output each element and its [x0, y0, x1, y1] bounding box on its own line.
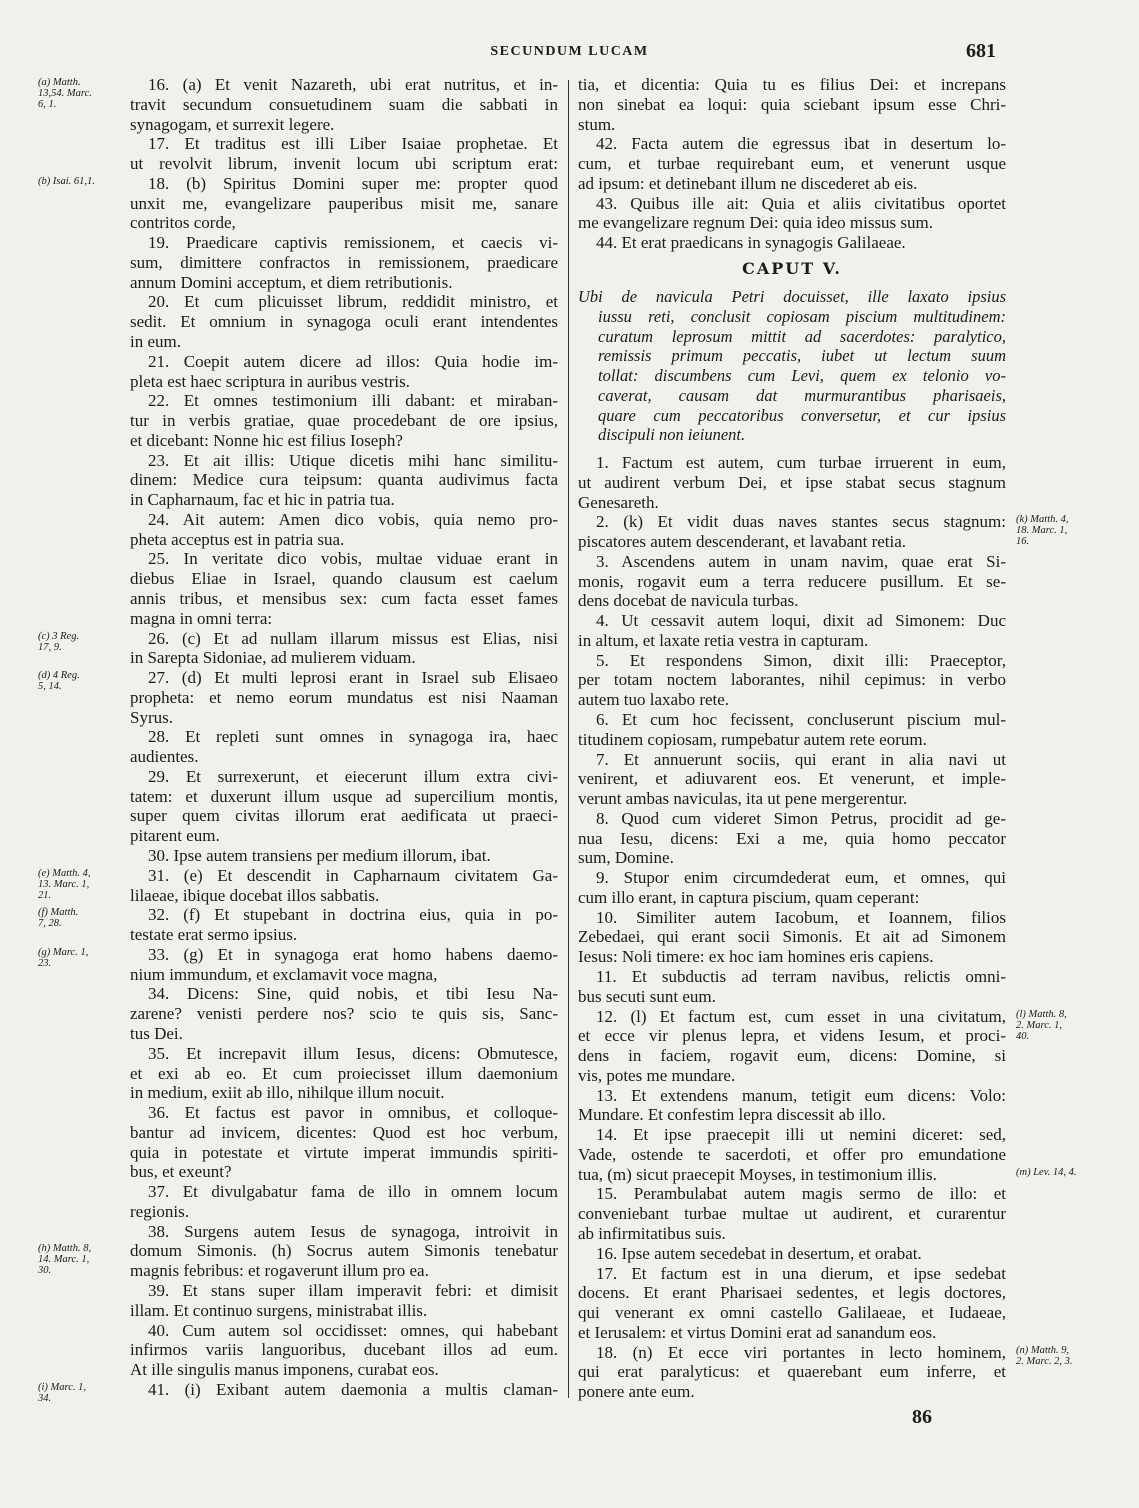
chapter-summary-line: discipuli non ieiunent. — [598, 425, 746, 445]
chapter-summary-line: tollat: discumbens cum Levi, quem ex telonio vo- — [598, 366, 1006, 386]
text-line: ut audirent verbum Dei, et ipse stabat secus stagnum — [578, 472, 1006, 492]
text-line: me evangelizare regnum Dei: quia ideo missus sum. — [578, 213, 934, 233]
text-line: 35. Et increpavit illum Iesus, dicens: Obmutesce, — [148, 1043, 558, 1063]
text-line: 8. Quod cum videret Simon Petrus, procidit ad ge- — [596, 808, 1006, 828]
text-line: quia in potestate et virtute imperat immundis spiriti- — [130, 1142, 558, 1162]
margin-reference: (f) Matth. 7, 28. — [38, 907, 79, 930]
text-line: in altum, et laxate retia vestra in capturam. — [578, 630, 869, 650]
text-line: 30. Ipse autem transiens per medium illorum, ibat. — [148, 846, 491, 866]
text-line: nium immundum, et exclamavit voce magna, — [130, 964, 438, 984]
text-line: per totam noctem laborantes, nihil cepimus: in verbo — [578, 670, 1006, 690]
text-line: cum, et turbae requirebant eum, et venerunt usque — [578, 154, 1006, 174]
text-line: synagogam, et surrexit legere. — [130, 114, 335, 134]
chapter-heading: CAPUT V. — [742, 259, 842, 278]
text-line: 6. Et cum hoc fecissent, concluserunt piscium mul- — [596, 710, 1006, 729]
text-line: Syrus. — [130, 707, 173, 727]
margin-reference: (b) Isai. 61,1. — [38, 175, 95, 187]
text-line: cum illo erant, in captura piscium, quam ceperant: — [578, 887, 920, 907]
text-line: At ille singulis manus imponens, curabat eos. — [130, 1360, 439, 1380]
text-line: tua, (m) sicut praecepit Moyses, in testimonium illis. — [578, 1164, 937, 1184]
text-line: bantur ad invicem, dicentes: Quod est hoc verbum, — [130, 1122, 558, 1142]
text-line: travit secundum consuetudinem suam die sabbati in — [130, 94, 558, 114]
text-line: Genesareth. — [578, 492, 659, 512]
text-line: stum. — [578, 114, 616, 134]
text-line: 5. Et respondens Simon, dixit illi: Praeceptor, — [596, 650, 1006, 670]
text-line: magnis febribus: et rogaverunt illum pro ea. — [130, 1261, 429, 1281]
chapter-summary-line: iussu reti, conclusit copiosam piscium multitudinem: — [598, 306, 1006, 326]
margin-reference: (d) 4 Reg. 5, 14. — [38, 670, 80, 693]
text-line: dens in faciem, rogavit eum, dicens: Domine, si — [578, 1046, 1006, 1066]
text-line: 19. Praedicare captivis remissionem, et caecis vi- — [148, 233, 558, 253]
text-line: unxit me, evangelizare pauperibus misit me, sanare — [130, 193, 558, 213]
chapter-summary-line: Ubi de navicula Petri docuisset, ille laxato ipsius — [578, 287, 1006, 306]
text-line: sum, dimittere confractos in remissionem, praedicare — [130, 252, 558, 272]
margin-reference: (l) Matth. 8, 2. Marc. 1, 40. — [1016, 1008, 1067, 1042]
text-line: sum, Domine. — [578, 848, 674, 868]
text-line: 14. Et ipse praecepit illi ut nemini diceret: sed, — [596, 1125, 1006, 1145]
margin-reference: (a) Matth. 13,54. Marc. 6, 1. — [38, 77, 92, 110]
text-line: 27. (d) Et multi leprosi erant in Israel sub Elisaeo — [148, 668, 558, 688]
text-line: annis tribus, et mensibus sex: cum facta esset fames — [130, 589, 558, 609]
text-line: 28. Et repleti sunt omnes in synagoga ira, haec — [148, 727, 558, 747]
text-line: piscatores autem descenderant, et lavabant retia. — [578, 532, 907, 552]
text-line: venirent, et adiuvarent eos. Et venerunt, et imple- — [578, 769, 1006, 789]
text-line: Iesus: Noli timere: ex hoc iam homines eris capiens. — [578, 947, 934, 967]
text-line: tus Dei. — [130, 1023, 183, 1043]
margin-reference: (n) Matth. 9, 2. Marc. 2, 3. — [1016, 1344, 1073, 1367]
text-line: 18. (n) Et ecce viri portantes in lecto hominem, — [596, 1342, 1006, 1362]
text-line: super quem civitas illorum erat aedificata ut praeci- — [130, 806, 558, 826]
text-line: 43. Quibus ille ait: Quia et aliis civitatibus oportet — [596, 193, 1006, 213]
text-line: pitarent eum. — [130, 826, 220, 846]
text-line: 32. (f) Et stupebant in doctrina eius, quia in po- — [148, 905, 558, 925]
text-line: et ecce vir plenus lepra, et videns Iesum, et proci- — [578, 1026, 1006, 1046]
margin-reference: (e) Matth. 4, 13. Marc. 1, 21. — [38, 867, 91, 901]
text-line: tatem: et duxerunt illum usque ad supercilium montis, — [130, 786, 558, 806]
text-line: 39. Et stans super illam imperavit febri: et dimisit — [148, 1280, 558, 1300]
text-line: 12. (l) Et factum est, cum esset in una civitatum, — [596, 1006, 1006, 1026]
text-line: 26. (c) Et ad nullam illarum missus est Elias, nisi — [148, 628, 558, 648]
text-line: nua Iesu, dicens: Exi a me, quia homo peccator — [578, 828, 1006, 848]
text-line: 18. (b) Spiritus Domini super me: propter quod — [148, 173, 558, 193]
text-line: bus secuti sunt eum. — [578, 986, 716, 1006]
text-line: 36. Et factus est pavor in omnibus, et colloque- — [148, 1103, 558, 1123]
text-line: et dicebant: Nonne hic est filius Ioseph? — [130, 430, 403, 450]
text-line: 17. Et traditus est illi Liber Isaiae prophetae. Et — [148, 134, 558, 154]
text-line: 21. Coepit autem dicere ad illos: Quia hodie im- — [148, 351, 558, 371]
text-line: infirmos variis languoribus, ducebant illos ad eum. — [130, 1340, 558, 1360]
text-line: propheta: et nemo eorum mundatus est nisi Naaman — [130, 687, 558, 707]
text-line: 24. Ait autem: Amen dico vobis, quia nemo pro- — [148, 509, 558, 529]
signature-mark: 86 — [912, 1406, 932, 1428]
text-line: illam. Et continuo surgens, ministrabat illis. — [130, 1300, 428, 1320]
text-line: diebus Eliae in Israel, quando clausum est caelum — [130, 569, 558, 589]
text-line: qui erat paralyticus: et quaerebant eum inferre, et — [578, 1362, 1006, 1382]
text-line: 22. Et omnes testimonium illi dabant: et miraban- — [148, 391, 558, 411]
text-line: ab infirmitatibus suis. — [578, 1224, 726, 1244]
running-title: SECUNDUM LUCAM — [490, 44, 649, 59]
text-line: et Ierusalem: et virtus Domini erat ad sanandum eos. — [578, 1322, 937, 1342]
text-line: audientes. — [130, 747, 199, 767]
text-line: qui venerant ex omni castello Galilaeae, et Iudaeae, — [578, 1303, 1006, 1323]
chapter-summary-line: remissis primum peccatis, iubet ut lectum suum — [598, 346, 1006, 366]
margin-reference: (g) Marc. 1, 23. — [38, 946, 89, 969]
text-line: 7. Et annuerunt sociis, qui erant in alia navi ut — [596, 749, 1006, 769]
text-line: lilaeae, ibique docebat illos sabbatis. — [130, 885, 380, 905]
text-line: 9. Stupor enim circumdederat eum, et omnes, qui — [596, 868, 1006, 888]
text-line: Zebedaei, qui erant socii Simonis. Et ait ad Simonem — [578, 927, 1006, 947]
text-line: 3. Ascendens autem in unam navim, quae erat Si- — [596, 551, 1006, 571]
text-line: tia, et dicentia: Quia tu es filius Dei: et increpans — [578, 75, 1006, 94]
text-line: 33. (g) Et in synagoga erat homo habens daemo- — [148, 944, 558, 964]
text-line: ut revolvit librum, invenit locum ubi scriptum erat: — [130, 154, 558, 174]
text-line: 25. In veritate dico vobis, multae viduae erant in — [148, 549, 558, 569]
text-line: docens. Et erant Pharisaei sedentes, et legis doctores, — [578, 1283, 1006, 1303]
text-line: 37. Et divulgabatur fama de illo in omnem locum — [148, 1182, 558, 1202]
text-line: 23. Et ait illis: Utique dicetis mihi hanc similitu- — [148, 450, 558, 470]
chapter-summary-line: caverat, causam dat murmurantibus pharisaeis, — [598, 385, 1006, 405]
margin-reference: (c) 3 Reg. 17, 9. — [38, 630, 80, 653]
chapter-summary-line: quare cum peccatoribus conversetur, et cur ipsius — [598, 405, 1006, 425]
text-line: in medium, exiit ab illo, nihilque illum nocuit. — [130, 1083, 445, 1103]
text-line: pheta acceptus est in patria sua. — [130, 529, 345, 549]
text-line: testate erat sermo ipsius. — [130, 925, 298, 945]
text-line: 15. Perambulabat autem magis sermo de illo: et — [596, 1184, 1006, 1204]
text-line: in Capharnaum, fac et hic in patria tua. — [130, 490, 395, 510]
text-line: in Sarepta Sidoniae, ad mulierem viduam. — [130, 648, 416, 668]
text-line: 16. Ipse autem secedebat in desertum, et orabat. — [596, 1243, 922, 1263]
text-line: titudinem copiosam, rumpebatur autem rete eorum. — [578, 729, 927, 749]
text-line: non sinebat ea loqui: quia sciebant ipsum esse Chri- — [578, 94, 1006, 114]
text-line: magna in omni terra: — [130, 608, 273, 628]
text-line: bus, et exeunt? — [130, 1162, 232, 1182]
text-line: 11. Et subductis ad terram navibus, relictis omni- — [596, 967, 1006, 987]
text-line: et exi ab eo. Et cum proiecisset illum daemonium — [130, 1063, 558, 1083]
text-line: 17. Et factum est in una dierum, et ipse sedebat — [596, 1263, 1006, 1283]
text-line: annum Domini acceptum, et diem retributionis. — [130, 272, 453, 292]
margin-reference: (k) Matth. 4, 18. Marc. 1, 16. — [1016, 514, 1069, 548]
text-line: 4. Ut cessavit autem loqui, dixit ad Simonem: Duc — [596, 611, 1006, 631]
text-line: monis, rogavit eum a terra reducere pusillum. Et se- — [578, 571, 1006, 591]
text-line: 13. Et extendens manum, tetigit eum dicens: Volo: — [596, 1085, 1006, 1105]
text-line: 38. Surgens autem Iesus de synagoga, introivit in — [148, 1221, 558, 1241]
text-line: conveniebant turbae multae ut audirent, et curarentur — [578, 1204, 1006, 1224]
text-line: Mundare. Et confestim lepra discessit ab illo. — [578, 1105, 886, 1125]
text-line: tur in verbis gratiae, quae procedebant de ore ipsius, — [130, 411, 558, 431]
text-line: pleta est haec scriptura in auribus vestris. — [130, 371, 410, 391]
text-line: autem tuo laxabo rete. — [578, 690, 730, 710]
text-line: 34. Dicens: Sine, quid nobis, et tibi Iesu Na- — [148, 984, 558, 1004]
text-line: 42. Facta autem die egressus ibat in desertum lo- — [596, 134, 1006, 154]
text-line: contritos corde, — [130, 213, 236, 233]
text-line: domum Simonis. (h) Socrus autem Simonis tenebatur — [130, 1241, 558, 1261]
text-line: regionis. — [130, 1201, 190, 1221]
margin-reference: (h) Matth. 8, 14. Marc. 1, 30. — [38, 1243, 92, 1277]
text-line: 2. (k) Et vidit duas naves stantes secus stagnum: — [596, 512, 1006, 532]
text-line: Vade, ostende te sacerdoti, et offer pro emundatione — [578, 1144, 1006, 1164]
text-line: 16. (a) Et venit Nazareth, ubi erat nutritus, et in- — [148, 75, 558, 94]
text-line: dens docebat de navicula turbas. — [578, 591, 799, 611]
text-line: 29. Et surrexerunt, et eiecerunt illum extra civi- — [148, 766, 558, 786]
text-line: dinem: Medice cura teipsum: quanta audivimus facta — [130, 470, 558, 490]
text-line: 10. Similiter autem Iacobum, et Ioannem, filios — [596, 907, 1006, 927]
text-line: in eum. — [130, 332, 181, 351]
margin-reference: (m) Lev. 14, 4. — [1016, 1166, 1077, 1178]
text-line: verunt ambas naviculas, ita ut pene mergerentur. — [578, 789, 908, 809]
text-line: sedit. Et omnium in synagoga oculi erant intendentes — [130, 312, 558, 332]
text-line: ponere ante eum. — [578, 1382, 695, 1402]
text-line: 1. Factum est autem, cum turbae irruerent in eum, — [596, 453, 1006, 472]
text-line: 20. Et cum plicuisset librum, reddidit ministro, et — [148, 292, 558, 312]
text-line: 44. Et erat praedicans in synagogis Galilaeae. — [596, 233, 906, 253]
text-line: 41. (i) Exibant autem daemonia a multis claman- — [148, 1379, 558, 1399]
text-line: zarene? venisti perdere nos? scio te quis sis, Sanc- — [130, 1004, 558, 1024]
text-line: ad ipsum: et detinebant illum ne discederet ab eis. — [578, 173, 918, 193]
text-line: 40. Cum autem sol occidisset: omnes, qui habebant — [148, 1320, 558, 1340]
chapter-summary-line: curatum leprosum mittit ad sacerdotes: paralytico, — [598, 326, 1006, 346]
text-line: 31. (e) Et descendit in Capharnaum civitatem Ga- — [148, 865, 558, 885]
margin-reference: (i) Marc. 1, 34. — [38, 1381, 87, 1404]
column-divider — [568, 80, 569, 1398]
text-line: vis, potes me mundare. — [578, 1065, 736, 1085]
page-number: 681 — [966, 40, 996, 62]
